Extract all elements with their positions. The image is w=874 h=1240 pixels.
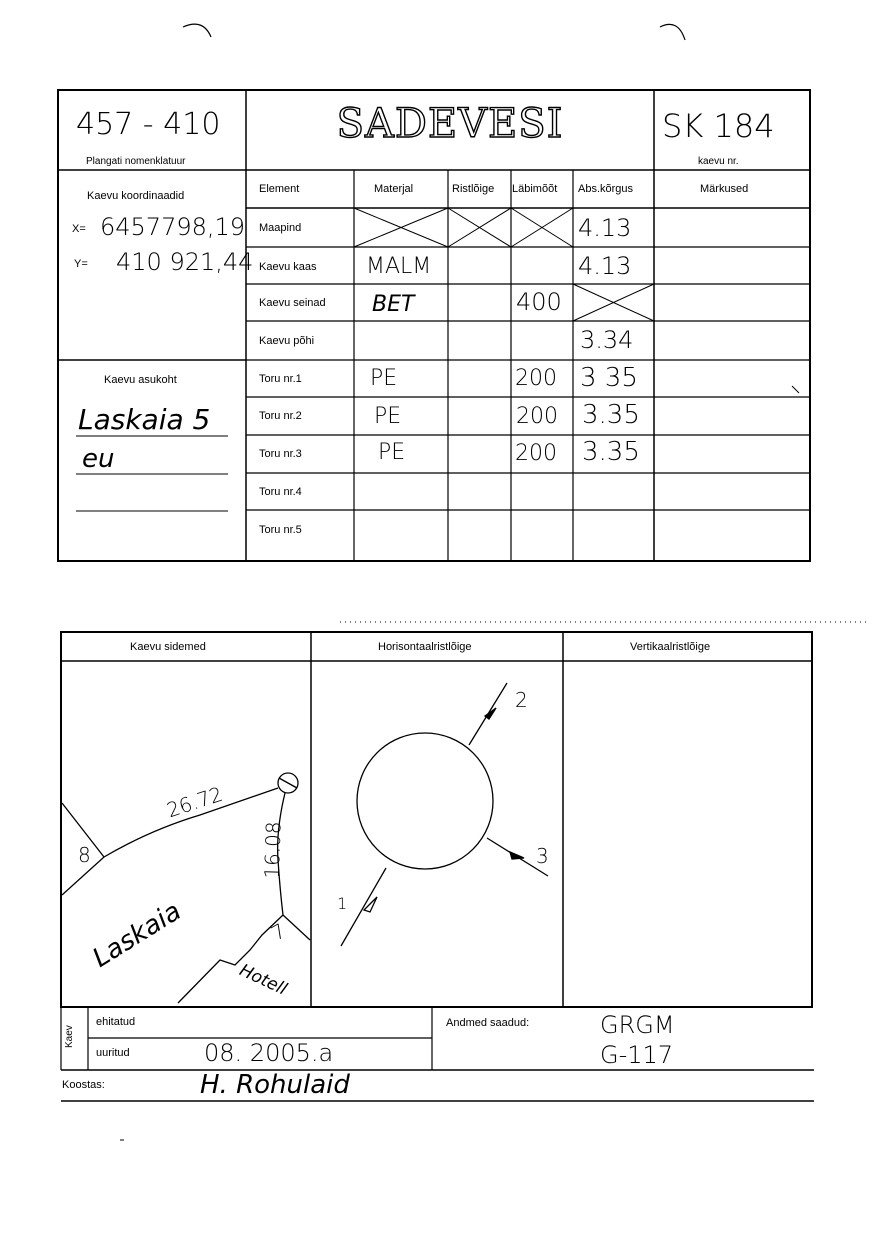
col-header-abs-height: Abs.kõrgus — [578, 183, 634, 195]
row-abs-4: 3 35 — [580, 363, 638, 393]
y-label: Y= — [74, 258, 88, 270]
col-header-material: Materjal — [374, 183, 414, 195]
well-number-label: kaevu nr. — [698, 156, 739, 167]
col-header-element: Element — [259, 183, 300, 195]
row-abs-0: 4.13 — [578, 214, 632, 242]
punch-hole-left — [183, 24, 211, 37]
row-diameter-2: 400 — [516, 288, 562, 316]
sketch-number-right: 7 — [266, 918, 290, 946]
data-source-label: Andmed saadud: — [446, 1017, 530, 1029]
row-diameter-4: 200 — [515, 366, 557, 391]
row-element-4: Toru nr.1 — [259, 373, 302, 385]
x-coordinate: 6457798,19 — [100, 213, 246, 241]
well-side-label: Kaev — [64, 1025, 75, 1048]
nomenclature-label: Plangati nomenklatuur — [86, 156, 186, 167]
row-element-3: Kaevu põhi — [259, 335, 315, 347]
measured-date: 08. 2005.a — [204, 1039, 334, 1067]
col-header-crosssection: Ristlõige — [452, 183, 495, 195]
measured-label: uuritud — [96, 1047, 130, 1059]
row-element-0: Maapind — [259, 222, 302, 234]
location-line-2: eu — [82, 444, 115, 474]
author-label: Koostas: — [62, 1079, 105, 1091]
row-material-1: MALM — [366, 254, 432, 279]
row-abs-1: 4.13 — [578, 252, 632, 280]
horizontal-section — [341, 683, 548, 946]
row-element-5: Toru nr.2 — [259, 410, 302, 422]
author-value: H. Rohulaid — [200, 1070, 350, 1100]
sketch-col-header: Kaevu sidemed — [130, 641, 206, 653]
row-diameter-6: 200 — [515, 441, 557, 466]
row-element-2: Kaevu seinad — [259, 297, 326, 309]
x-label: X= — [72, 223, 86, 235]
sketch-number-left: 8 — [78, 843, 91, 867]
row-material-2: BET — [372, 292, 415, 317]
section-pipe-2-label: 2 — [515, 688, 528, 712]
coords-label: Kaevu koordinaadid — [87, 190, 185, 202]
data-source-value-2: G-117 — [600, 1041, 674, 1069]
location-label: Kaevu asukoht — [104, 374, 177, 386]
horizontal-col-header: Horisontaalristlõige — [378, 641, 472, 653]
sketch-street-name-2: Hotell — [236, 960, 290, 1000]
page-title: SADEVESI — [336, 101, 564, 147]
well-number-value: SK 184 — [662, 107, 775, 145]
data-source-value-1: GRGM — [600, 1011, 675, 1039]
sketch-distance-right: 16.08 — [259, 820, 286, 880]
built-label: ehitatud — [96, 1016, 136, 1028]
row-element-1: Kaevu kaas — [259, 261, 317, 273]
location-line-1: Laskaia 5 — [78, 403, 211, 436]
vertical-col-header: Vertikaalristlõige — [630, 641, 711, 653]
col-header-diameter: Läbimõõt — [512, 183, 558, 195]
row-element-7: Toru nr.4 — [259, 486, 302, 498]
row-abs-6: 3.35 — [582, 437, 640, 467]
row-material-6: PE — [378, 440, 406, 465]
nomenclature-value: 457 - 410 — [76, 107, 221, 142]
row-abs-3: 3.34 — [580, 326, 634, 354]
sketch-street-name: Laskaia — [87, 896, 187, 974]
row-material-4: PE — [370, 366, 398, 391]
row-element-6: Toru nr.3 — [259, 448, 302, 460]
sketch-distance-top: 26.72 — [163, 781, 226, 823]
col-header-notes: Märkused — [700, 183, 749, 195]
row-material-5: PE — [374, 404, 402, 429]
row-abs-5: 3.35 — [582, 400, 640, 430]
row-element-8: Toru nr.5 — [259, 524, 302, 536]
row-diameter-5: 200 — [516, 404, 558, 429]
punch-hole-right — [660, 24, 685, 40]
y-coordinate: 410 921,44 — [116, 248, 254, 276]
section-pipe-3-label: 3 — [536, 844, 549, 868]
section-pipe-1-label: 1 — [337, 894, 348, 913]
